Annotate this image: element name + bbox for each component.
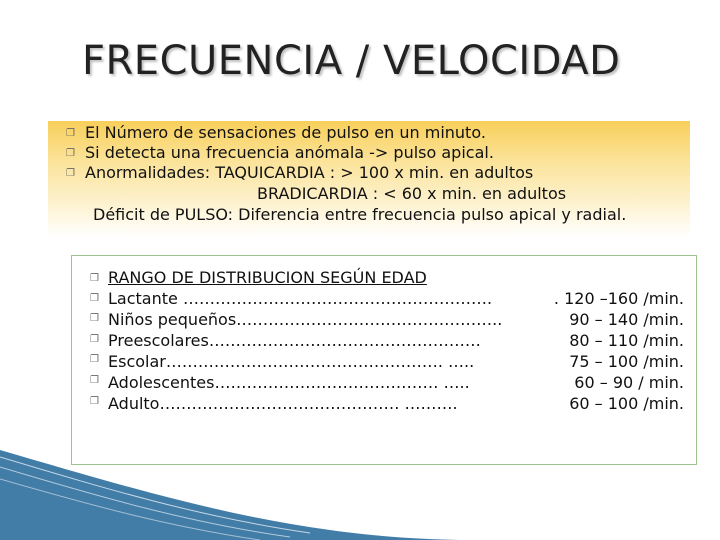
slide-title: FRECUENCIA / VELOCIDAD <box>82 38 621 84</box>
age-group-label: Adolescentes…………………………………… ….. <box>108 373 470 392</box>
age-group-value: 60 – 100 /min. <box>569 394 684 413</box>
age-group-label: Adulto……………………………………… ………. <box>108 394 458 413</box>
box-bullet-icon: ❐ <box>90 313 99 324</box>
box-bullet-icon: ❐ <box>90 354 99 365</box>
age-group-label: Preescolares…………………………………………… <box>108 331 481 350</box>
age-group-value: . 120 –160 /min. <box>553 289 684 308</box>
intro-line-apical: Si detecta una frecuencia anómala -> pulso apical. <box>85 143 494 162</box>
box-bullet-icon: ❐ <box>66 128 75 139</box>
age-group-value: 75 – 100 /min. <box>569 352 684 371</box>
age-group-label: Escolar……………………………………………. ….. <box>108 352 475 371</box>
box-bullet-icon: ❐ <box>66 148 75 159</box>
box-bullet-icon: ❐ <box>90 273 99 284</box>
box-bullet-icon: ❐ <box>66 168 75 179</box>
decorative-wave <box>0 445 720 540</box>
box-bullet-icon: ❐ <box>90 396 99 407</box>
age-range-heading: RANGO DE DISTRIBUCION SEGÚN EDAD <box>108 268 427 287</box>
age-group-label: Niños pequeños………………………………………….. <box>108 310 503 329</box>
box-bullet-icon: ❐ <box>90 375 99 386</box>
age-group-value: 60 – 90 / min. <box>574 373 684 392</box>
age-group-value: 80 – 110 /min. <box>569 331 684 350</box>
intro-line-deficit: Déficit de PULSO: Diferencia entre frecuencia pulso apical y radial. <box>93 205 627 224</box>
box-bullet-icon: ❐ <box>90 293 99 304</box>
intro-line-definition: El Número de sensaciones de pulso en un minuto. <box>85 123 486 142</box>
intro-line-bradicardia: BRADICARDIA : < 60 x min. en adultos <box>257 184 567 203</box>
box-bullet-icon: ❐ <box>90 334 99 345</box>
age-group-value: 90 – 140 /min. <box>569 310 684 329</box>
intro-line-taquicardia: Anormalidades: TAQUICARDIA : > 100 x min. en adultos <box>85 163 534 182</box>
age-group-label: Lactante …………………………………………………. <box>108 289 493 308</box>
